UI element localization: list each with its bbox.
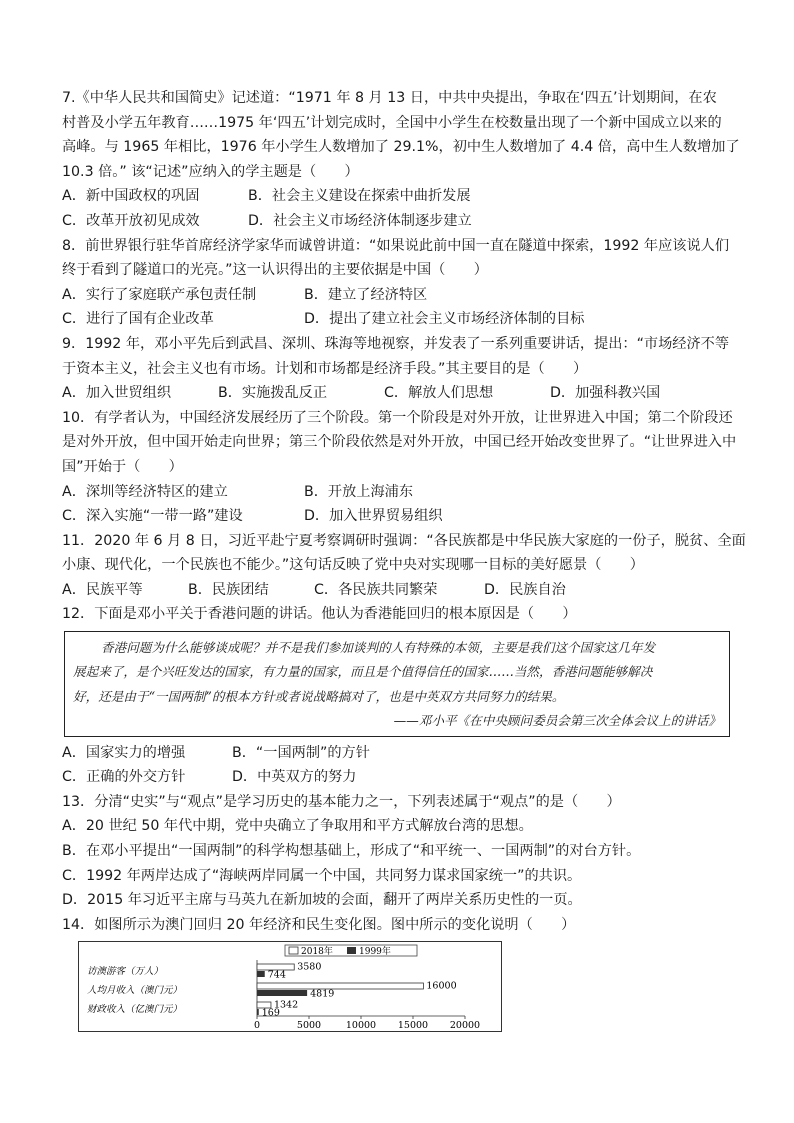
q13-option-b[interactable]: B．在邓小平提出“一国两制”的科学构想基础上，形成了“和平统一、一国两制”的对台方针。 <box>62 843 641 860</box>
q7-options-cd <box>62 209 734 234</box>
q11-line-2: 小康、现代化，一个民族也不能少。”这句话反映了党中央对实现哪一目标的美好愿景（ ） <box>62 557 644 574</box>
q12-options-ab <box>62 741 734 766</box>
quote-line-2: 展起来了，是个兴旺发达的国家，有力量的国家，而且是个值得信任的国家……当然，香港问题能够解决 <box>73 664 653 680</box>
q9-line-1: 9．1992 年，邓小平先后到武昌、深圳、珠海等地视察，并发表了一系列重要讲话，提出：“市场经济不等 <box>62 335 730 352</box>
q10-options-cd <box>62 504 734 529</box>
q7-option-c[interactable]: C．改革开放初见成效 <box>62 212 200 229</box>
q11-option-a[interactable]: A．民族平等 <box>62 581 143 598</box>
q10-line-3: 国”开始于（ ） <box>62 458 183 475</box>
q7-options-ab <box>62 184 734 209</box>
macau-change-chart <box>78 941 502 1032</box>
bar-1999-3 <box>257 1009 259 1015</box>
q14-line-1: 14．如图所示为澳门回归 20 年经济和民生变化图。图中所示的变化说明（ ） <box>62 916 576 933</box>
q10-option-c[interactable]: C．深入实施“一带一路”建设 <box>62 508 243 525</box>
q7-line-3: 高峰。与 1965 年相比，1976 年小学生人数增加了 29.1%，初中生人数增加了 4.4 倍，高中生人数增加了 <box>62 139 740 156</box>
q10-option-b[interactable]: B．开放上海浦东 <box>304 483 414 500</box>
legend-1999-label: 1999年 <box>359 947 391 957</box>
q10-line-2: 是对外开放，但中国开始走向世界；第三个阶段依然是对外开放，中国已经开始改变世界了。“让世界进入中 <box>62 434 737 451</box>
q10-option-a[interactable]: A．深圳等经济特区的建立 <box>62 483 228 500</box>
q7-line-1: 7.《中华人民共和国简史》记述道：“1971 年 8 月 13 日，中共中央提出，争取在‘四五’计划期间，在农 <box>62 90 717 106</box>
q13-option-a[interactable]: A．20 世纪 50 年代中期，党中央确立了争取用和平方式解放台湾的思想。 <box>62 818 533 835</box>
q8-option-b[interactable]: B．建立了经济特区 <box>304 286 428 303</box>
q12-line-1: 12．下面是邓小平关于香港问题的讲话。他认为香港能回归的根本原因是（ ） <box>62 606 577 623</box>
q11-option-b[interactable]: B．民族团结 <box>188 581 269 598</box>
bar-1999-2 <box>257 990 307 996</box>
q9-option-a[interactable]: A．加入世贸组织 <box>62 385 172 402</box>
x-tick-label-2: 5000 <box>296 1020 322 1030</box>
quote-line-1: 香港问题为什么能够谈成呢？并不是我们参加谈判的人有特殊的本领，主要是我们这个国家这几年发 <box>101 640 656 656</box>
exam-page <box>62 86 746 937</box>
bar-1999-1 <box>257 971 265 977</box>
legend-2018-label: 2018年 <box>301 947 333 957</box>
q10-option-d[interactable]: D．加入世界贸易组织 <box>304 508 443 525</box>
q8-option-a[interactable]: A．实行了家庭联产承包责任制 <box>62 286 257 303</box>
q12-option-a[interactable]: A．国家实力的增强 <box>62 744 186 761</box>
q7-line-2: 村普及小学五年教育……1975 年‘四五’计划完成时，全国中小学生在校数量出现了一个新中国成立以来的 <box>62 114 722 131</box>
legend-1999-swatch <box>347 947 356 954</box>
category-label-2: 人均月收入（澳门元） <box>87 985 183 996</box>
q10-options-ab <box>62 480 734 505</box>
q11-line-1: 11．2020 年 6 月 8 日，习近平赴宁夏考察调研时强调：“各民族都是中华民族大家庭的一份子，脱贫、全面 <box>62 532 746 549</box>
q9-option-d[interactable]: D．加强科教兴国 <box>550 385 661 402</box>
label-1999-2: 4819 <box>310 988 335 1000</box>
x-tick-label-1: 0 <box>253 1020 261 1030</box>
q13-line-1: 13．分清“史实”与“观点”是学习历史的基本能力之一，下列表述属于“观点”的是（ ） <box>62 793 621 810</box>
q13-option-c[interactable]: C．1992 年两岸达成了“海峡两岸同属一个中国，共同努力谋求国家统一”的共识。 <box>62 867 582 884</box>
category-label-1: 访澳游客（万人） <box>87 966 164 977</box>
q9-option-c[interactable]: C．解放人们思想 <box>384 385 494 402</box>
q7-option-d[interactable]: D．社会主义市场经济体制逐步建立 <box>248 212 472 229</box>
legend-2018-swatch <box>289 947 298 954</box>
q12-option-c[interactable]: C．正确的外交方针 <box>62 769 186 786</box>
bars-group <box>87 960 480 1030</box>
q11-options <box>62 578 734 603</box>
q11-option-c[interactable]: C．各民族共同繁荣 <box>314 581 438 598</box>
bar-2018-2 <box>257 983 423 989</box>
q8-option-d[interactable]: D．提出了建立社会主义市场经济体制的目标 <box>304 311 585 328</box>
q8-line-1: 8．前世界银行驻华首席经济学家华而诚曾讲道：“如果说此前中国一直在隧道中探索，1992 年应该说人们 <box>62 237 730 254</box>
q7-option-a[interactable]: A．新中国政权的巩固 <box>62 188 200 205</box>
q8-options-ab <box>62 283 734 308</box>
x-tick-label-3: 10000 <box>345 1020 377 1030</box>
q7-option-b[interactable]: B．社会主义建设在探索中曲折发展 <box>248 188 471 205</box>
label-2018-3: 1342 <box>273 999 299 1011</box>
category-label-3: 财政收入（亿澳门元） <box>87 1004 183 1015</box>
q12-option-b[interactable]: B．“一国两制”的方针 <box>232 744 370 761</box>
chart-svg <box>79 942 500 1030</box>
quote-line-3: 好，还是由于“一国两制”的根本方针或者说战略搞对了，也是中英双方共同努力的结果。 <box>73 688 565 704</box>
q13-option-d[interactable]: D．2015 年习近平主席与马英九在新加坡的会面，翻开了两岸关系历史性的一页。 <box>62 892 582 909</box>
q8-option-c[interactable]: C．进行了国有企业改革 <box>62 311 214 328</box>
q9-options <box>62 381 734 406</box>
q8-options-cd <box>62 307 734 332</box>
x-tick-label-4: 15000 <box>397 1020 429 1030</box>
q12-options-cd <box>62 765 734 790</box>
quote-source: ——邓小平《在中央顾问委员会第三次全体会议上的讲话》 <box>393 713 721 729</box>
q12-option-d[interactable]: D．中英双方的努力 <box>232 769 357 786</box>
quote-box <box>64 631 730 737</box>
q9-line-2: 于资本主义，社会主义也有市场。计划和市场都是经济手段。”其主要目的是（ ） <box>62 360 588 377</box>
q9-option-b[interactable]: B．实施拨乱反正 <box>218 385 328 402</box>
label-2018-2: 16000 <box>426 980 457 992</box>
label-2018-1: 3580 <box>297 961 322 973</box>
q11-option-d[interactable]: D．民族自治 <box>484 581 566 598</box>
q10-line-1: 10．有学者认为，中国经济发展经历了三个阶段。第一个阶段是对外开放，让世界进入中国；第二个阶段还 <box>62 409 733 426</box>
q7-line-4: 10.3 倍。” 该“记述”应纳入的学主题是（ ） <box>62 163 359 180</box>
x-tick-label-5: 20000 <box>449 1020 481 1030</box>
q8-line-2: 终于看到了隧道口的光亮。”这一认识得出的主要依据是中国（ ） <box>62 262 488 279</box>
label-1999-1: 744 <box>267 969 286 981</box>
label-1999-3: 169 <box>261 1007 280 1019</box>
